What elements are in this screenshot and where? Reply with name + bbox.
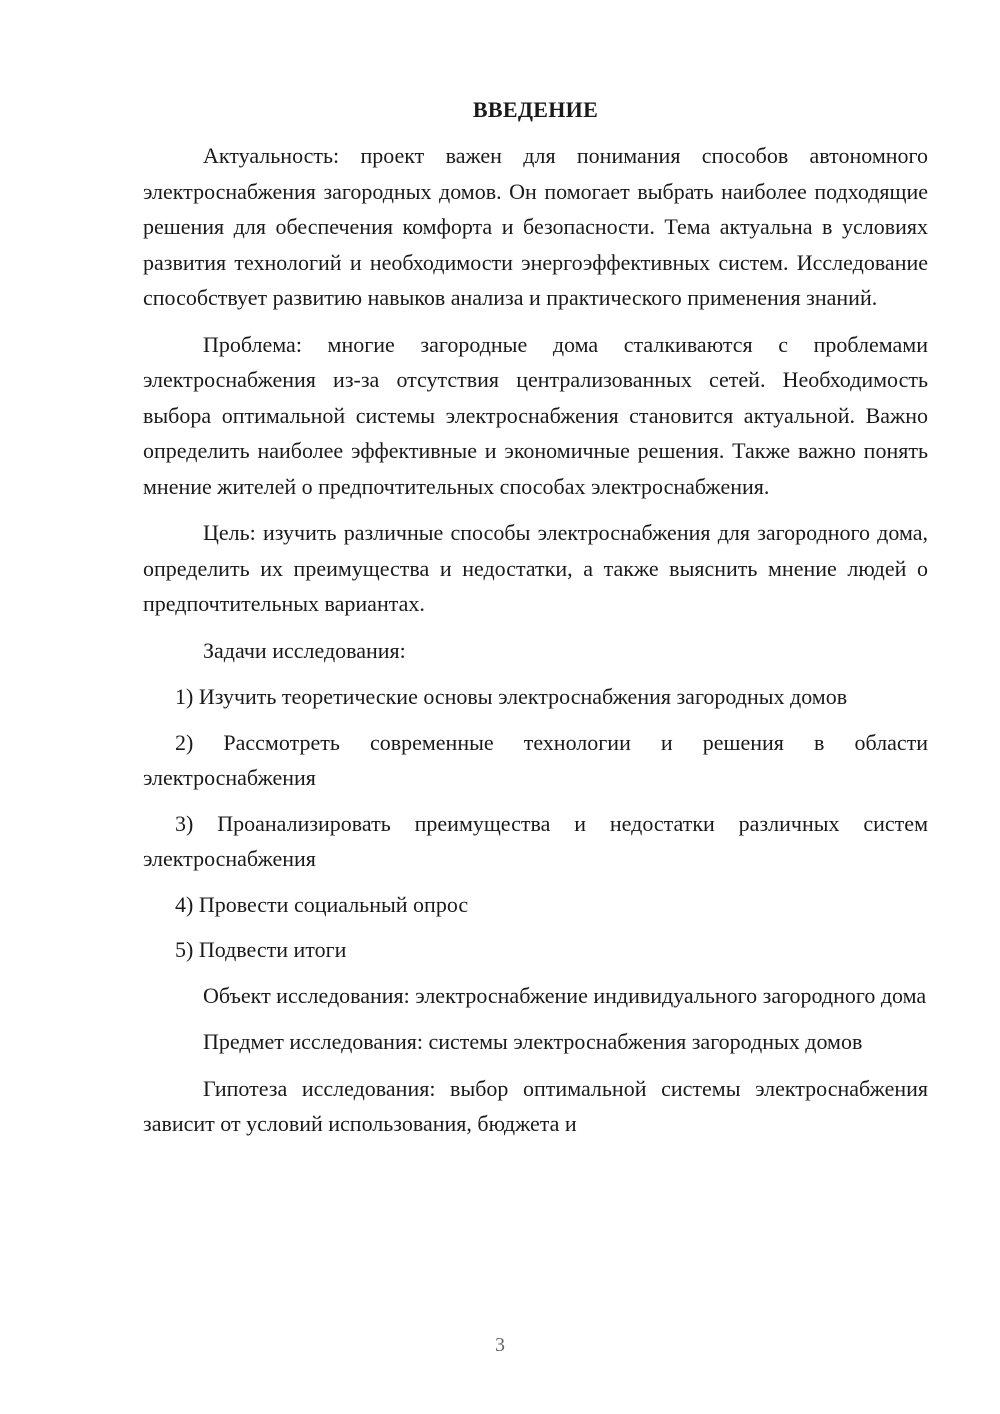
task-item: 1) Изучить теоретические основы электроснабжения загородных домов xyxy=(175,684,848,709)
page-content xyxy=(143,94,928,1142)
task-item: 3) Проанализировать преимущества и недостатки различных систем электроснабжения xyxy=(143,810,928,871)
page-number: 3 xyxy=(495,1334,505,1356)
tasks-heading: Задачи исследования: xyxy=(203,637,406,663)
hypothesis-paragraph: Гипотеза исследования: выбор оптимальной системы электроснабжения зависит от условий использования, бюджета и xyxy=(143,1075,928,1136)
task-item: 5) Подвести итоги xyxy=(175,937,347,962)
problem-paragraph: Проблема: многие загородные дома сталкиваются с проблемами электроснабжения из-за отсутствия централизованных сетей. Необходимость выбора оптимальной системы электроснабжения становится актуальной. Важно определить наиболее эффективные и экономичные решения. Также важно понять мнение жителей о предпочтительных способах электроснабжения. xyxy=(143,331,928,499)
relevance-paragraph: Актуальность: проект важен для понимания способов автономного электроснабжения загородных домов. Он помогает выбрать наиболее подходящие решения для обеспечения комфорта и безопасности. Тема актуальна в условиях развития технологий и необходимости энергоэффективных систем. Исследование способствует развитию навыков анализа и практического применения знаний. xyxy=(143,143,928,310)
task-item: 2) Рассмотреть современные технологии и решения в области электроснабжения xyxy=(143,729,928,790)
section-heading: ВВЕДЕНИЕ xyxy=(472,97,599,122)
goal-paragraph: Цель: изучить различные способы электроснабжения для загородного дома, определить их преимущества и недостатки, а также выяснить мнение людей о предпочтительных вариантах. xyxy=(143,520,928,616)
task-item: 4) Провести социальный опрос xyxy=(175,891,469,917)
subject-paragraph: Предмет исследования: системы электроснабжения загородных домов xyxy=(203,1029,863,1054)
object-paragraph: Объект исследования: электроснабжение индивидуального загородного дома xyxy=(203,982,927,1008)
